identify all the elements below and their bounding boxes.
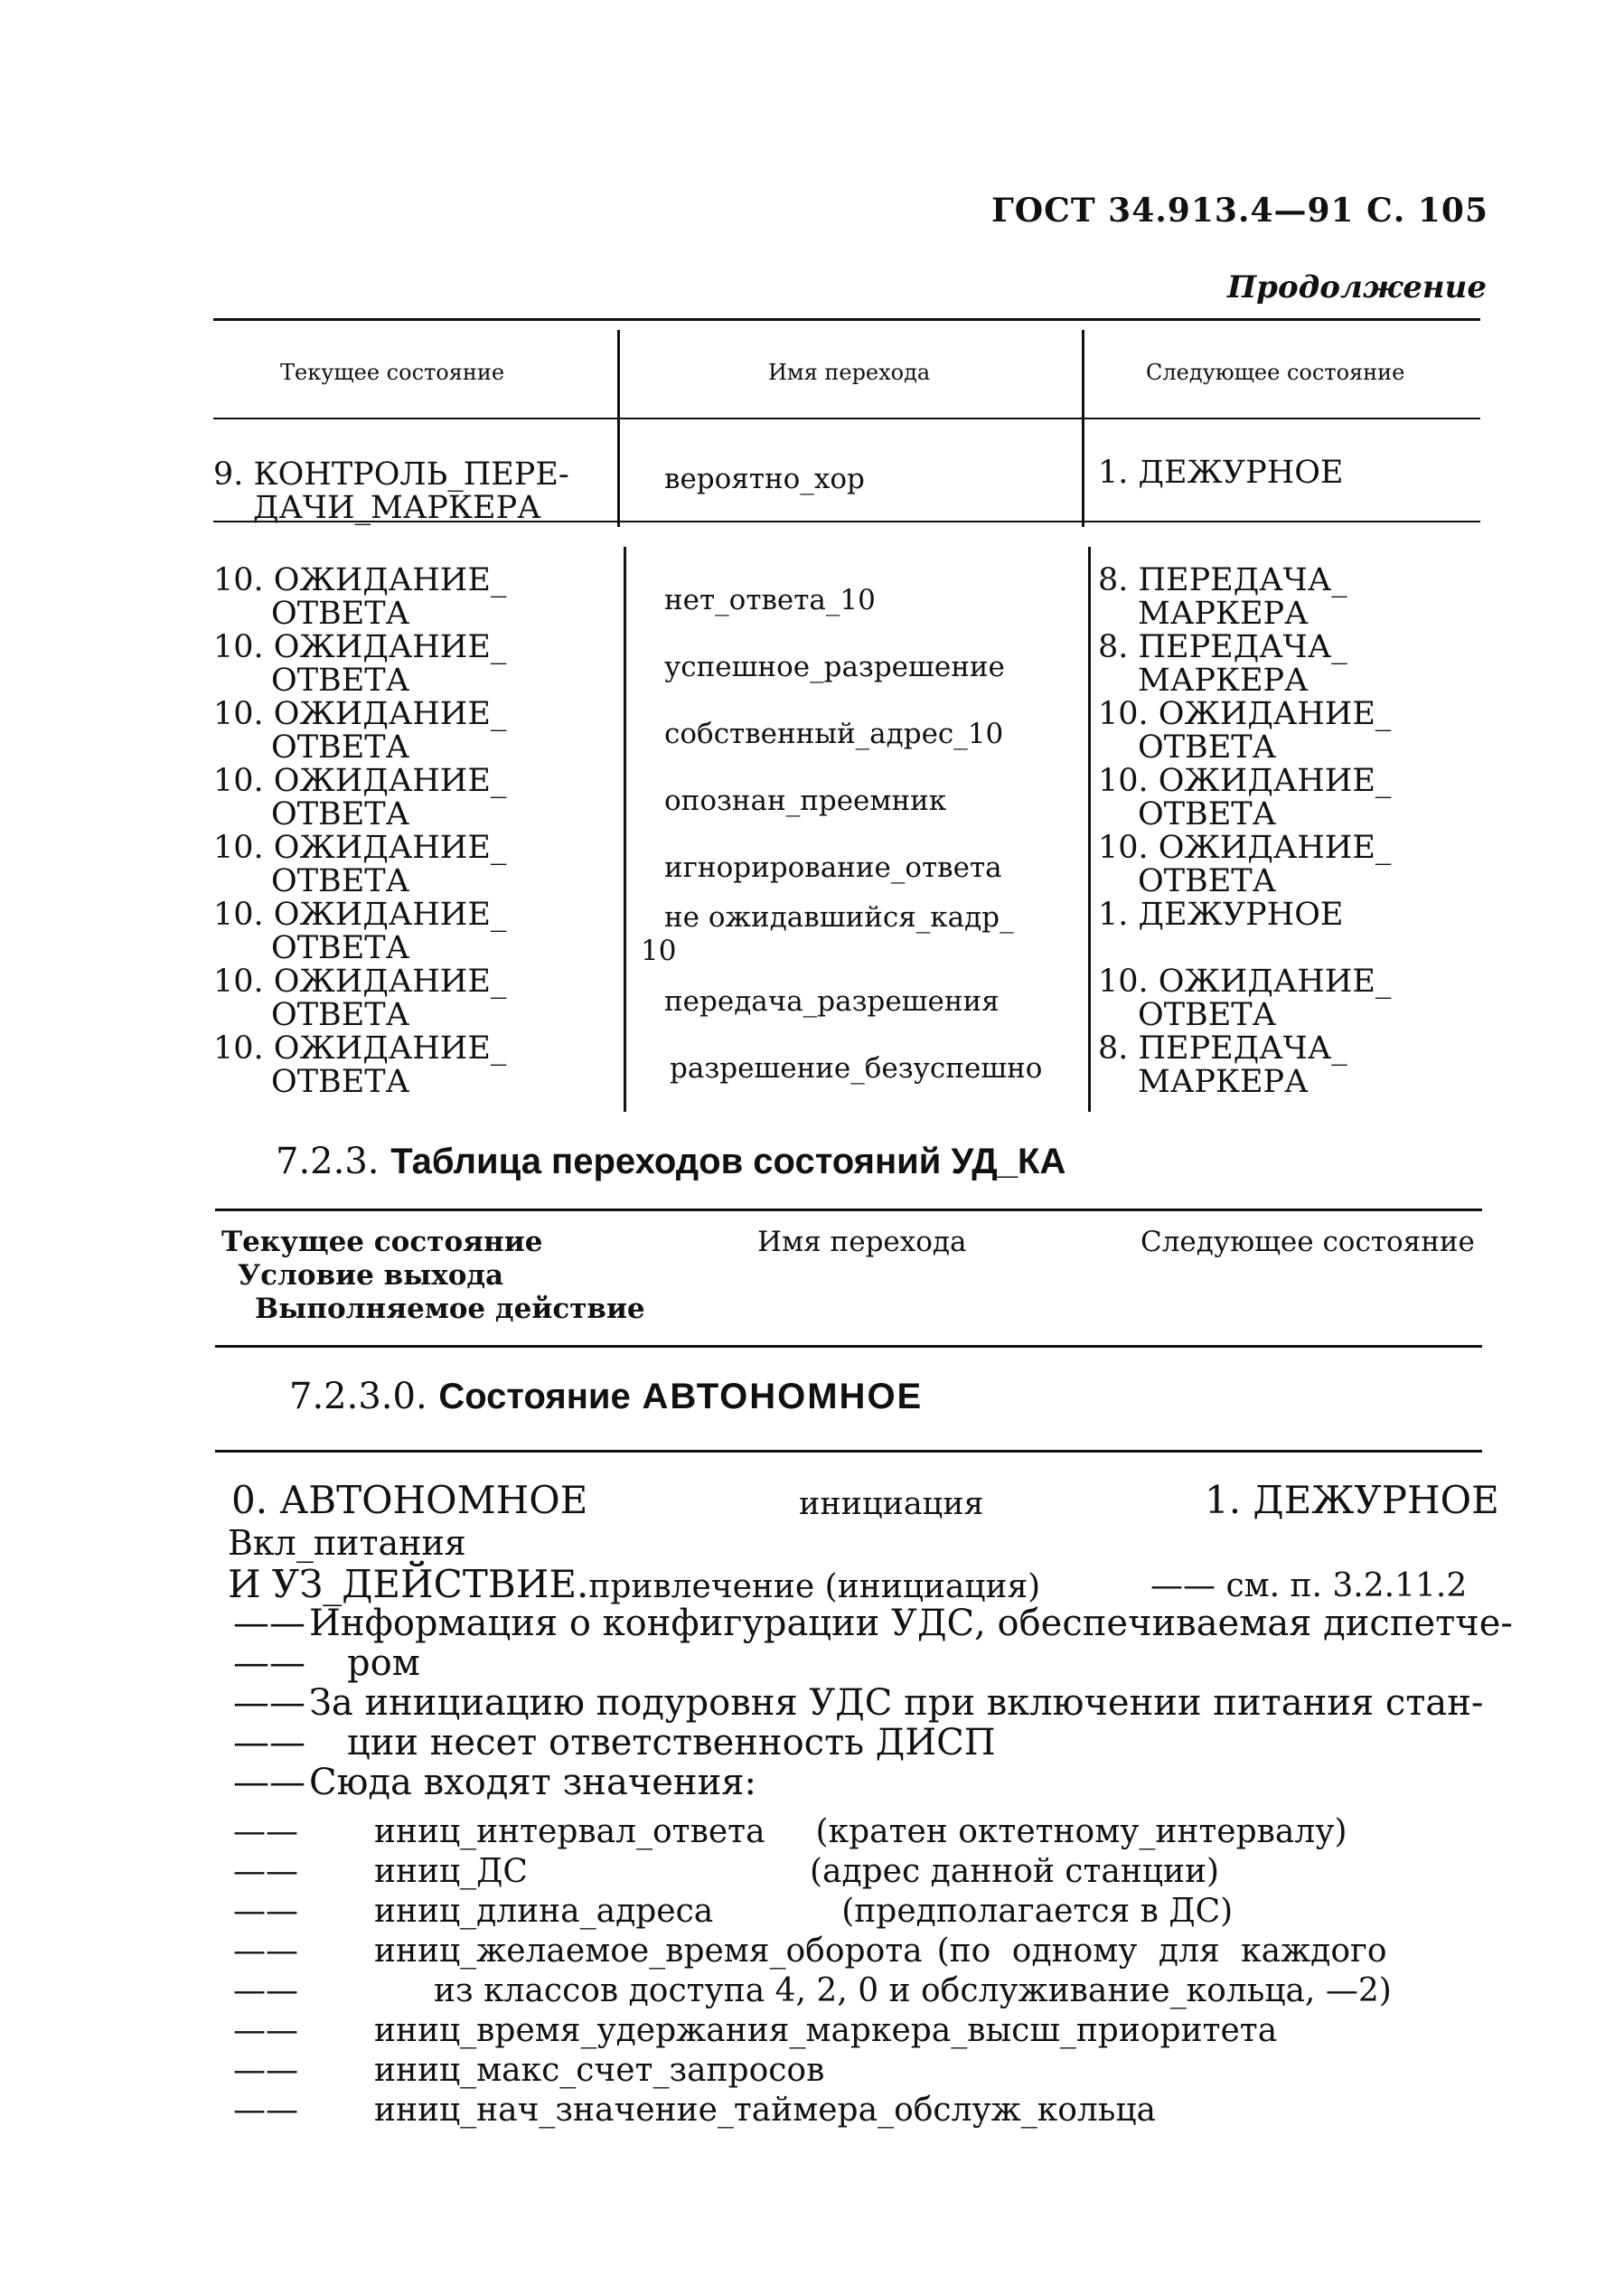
column-header-next: Следующее состояние — [1146, 360, 1405, 385]
transition-name: успешное_разрешение — [664, 651, 1005, 683]
entry-current-state: 0. АВТОНОМНОЕ — [231, 1478, 588, 1522]
exit-condition: Вкл_питания — [228, 1523, 466, 1563]
list-item: 10. ОЖИДАНИЕ_ ОТВЕТА — [213, 763, 507, 832]
list-item: 8. ПЕРЕДАЧА_ МАРКЕРА — [1098, 629, 1347, 699]
list-item: 10. ОЖИДАНИЕ_ ОТВЕТА — [213, 562, 507, 632]
transition-name: не ожидавшийся_кадр_ 10 — [641, 901, 1014, 967]
transition-name: опознан_преемник — [664, 785, 947, 817]
transition-name: игнорирование_ответа — [664, 851, 1002, 884]
table-column-divider — [1082, 330, 1084, 527]
list-item: 10. ОЖИДАНИЕ_ ОТВЕТА — [1098, 964, 1392, 1033]
list-item: —— иниц_макс_счет_запросов — [233, 2052, 825, 2089]
state-name: АВТОНОМНОЕ — [642, 1377, 924, 1416]
legend-bottom-rule — [215, 1345, 1482, 1348]
list-item: —— иниц_нач_значение_таймера_обслуж_кольца — [233, 2092, 1157, 2129]
list-item: 8. ПЕРЕДАЧА_ МАРКЕРА — [1098, 1030, 1347, 1100]
continuation-label: Продолжение — [1227, 269, 1487, 306]
list-item: 10. ОЖИДАНИЕ_ ОТВЕТА — [213, 696, 507, 766]
list-item: 10. ОЖИДАНИЕ_ ОТВЕТА — [213, 629, 507, 699]
section-title: Таблица переходов состояний УД_КА — [390, 1142, 1066, 1181]
table-column-divider — [624, 547, 626, 1112]
table-column-divider — [617, 330, 620, 527]
transition-name: разрешение_безуспешно — [670, 1052, 1043, 1085]
legend-next: Следующее состояние — [1141, 1226, 1475, 1258]
list-item: 10. ОЖИДАНИЕ_ ОТВЕТА — [213, 897, 507, 966]
page-header: ГОСТ 34.913.4—91 С. 105 — [990, 192, 1488, 230]
entry-transition: инициация — [799, 1486, 984, 1522]
transition-name: вероятно_хор — [664, 463, 865, 495]
transition-name-list — [641, 567, 1043, 1102]
next-state: 1. ДЕЖУРНОЕ — [1098, 455, 1344, 491]
table-column-divider — [1088, 547, 1091, 1112]
legend-transition: Имя перехода — [757, 1226, 967, 1258]
current-state: ДАЧИ_МАРКЕРА — [253, 490, 541, 526]
entry-next-state: 1. ДЕЖУРНОЕ — [1205, 1478, 1499, 1522]
subsection-heading: 7.2.3.0. Состояние АВТОНОМНОЕ — [289, 1376, 924, 1417]
list-item: —— иниц_интервал_ответа (кратен октетному_интервалу) — [233, 1813, 1347, 1850]
list-item: —— иниц_ДС (адрес данной станции) — [233, 1853, 1220, 1890]
transition-name: нет_ответа_10 — [664, 584, 876, 616]
state-rule — [215, 1450, 1482, 1453]
column-header-transition: Имя перехода — [768, 360, 931, 385]
list-item: 1. ДЕЖУРНОЕ — [1098, 897, 1344, 933]
list-item: 10. ОЖИДАНИЕ_ ОТВЕТА — [213, 830, 507, 899]
table-top-rule — [213, 318, 1480, 321]
list-item: 10. ОЖИДАНИЕ_ ОТВЕТА — [1098, 763, 1392, 832]
table-header-rule — [213, 418, 1480, 419]
legend-current: Текущее состояние Условие выхода Выполняемое действие — [221, 1226, 645, 1325]
transition-name: передача_разрешения — [664, 985, 1000, 1018]
transition-name: собственный_адрес_10 — [664, 718, 1004, 750]
see-reference: —— см. п. 3.2.11.2 — [1150, 1567, 1468, 1604]
legend-top-rule — [215, 1209, 1482, 1211]
table-row — [213, 458, 569, 525]
section-heading: 7.2.3. Таблица переходов состояний УД_КА — [276, 1141, 1066, 1182]
list-item: 10. ОЖИДАНИЕ_ ОТВЕТА — [1098, 830, 1392, 899]
list-item: —— иниц_желаемое_время_оборота (по одному для каждого — [233, 1933, 1387, 1970]
list-item: 10. ОЖИДАНИЕ_ ОТВЕТА — [1098, 696, 1392, 766]
column-header-current: Текущее состояние — [280, 360, 505, 385]
current-state-list — [213, 564, 506, 1099]
list-item: —— иниц_время_удержания_маркера_высш_приоритета — [233, 2012, 1278, 2049]
list-item: 8. ПЕРЕДАЧА_ МАРКЕРА — [1098, 562, 1347, 632]
list-item: 10. ОЖИДАНИЕ_ ОТВЕТА — [213, 1030, 507, 1100]
list-item: —— из классов доступа 4, 2, 0 и обслуживание_кольца, —2) — [233, 1972, 1392, 2009]
comment-block: —— Информация о конфигурации УДС, обеспечиваемая диспетче- —— ром —— За инициацию подуровня УДС при включении питания стан- —— ции несет ответственность ДИСП —— Сюда входят значения: — [233, 1603, 1513, 1803]
action-line: И УЗ_ДЕЙСТВИЕ.привлечение (инициация) — [228, 1562, 1041, 1606]
list-item: 10. ОЖИДАНИЕ_ ОТВЕТА — [213, 964, 507, 1033]
values-list — [233, 1812, 1392, 2130]
list-item: —— иниц_длина_адреса (предполагается в ДС) — [233, 1893, 1234, 1930]
current-state: 9. КОНТРОЛЬ_ПЕРЕ- — [213, 456, 569, 493]
next-state-list — [1098, 564, 1391, 1099]
